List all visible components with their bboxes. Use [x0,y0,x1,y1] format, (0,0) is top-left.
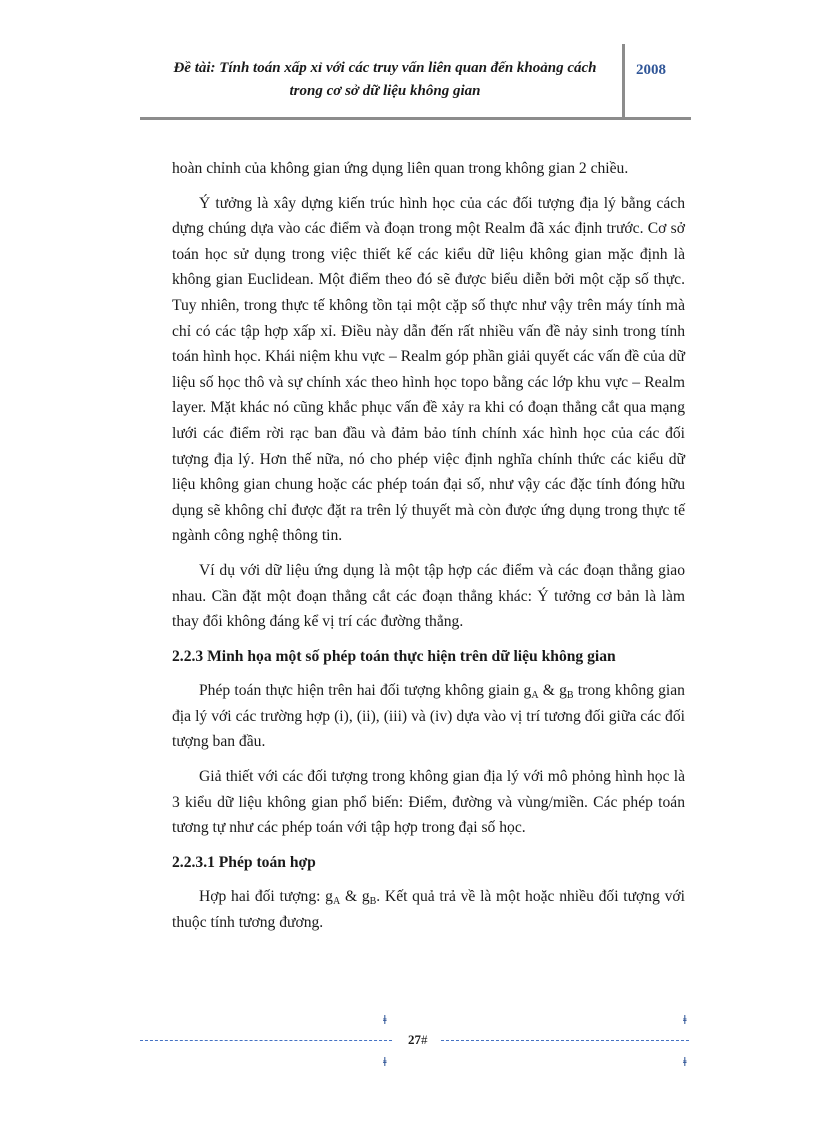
paragraph-6: Hợp hai đối tượng: $g_A$ & $g_B$. Kết quả trả về là một hoặc nhiều đối tượng với thuộc tính tương đương. [172,888,685,932]
footer-marker-top-left: ǂ [383,1012,387,1027]
footer-rule-right [441,1040,689,1041]
footer-rule-left [140,1040,392,1041]
header-title-line1: Đề tài: Tính toán xấp xỉ với các truy vấn liên quan đến khoảng cách [173,60,597,76]
footer-marker-bottom-left: ǂ [383,1054,387,1069]
paragraph-3: Ví dụ với dữ liệu ứng dụng là một tập hợp các điểm và các đoạn thẳng giao nhau. Cần đặt một đoạn thẳng cắt các đoạn thẳng khác: Ý tưởng cơ bản là làm thay đổi không đáng kể vị trí các đường thẳng. [172,561,685,631]
paragraph-2: Ý tưởng là xây dựng kiến trúc hình học của các đối tượng địa lý bằng cách dựng chúng dựa vào các điểm và đoạn trong một Realm đã xác định trước. Cơ sở toán học sử dụng trong việc thiết kế các kiểu dữ liệu không gian mặc định là không gian Euclidean. Một điểm theo đó sẽ được biểu diễn bởi một cặp số thực. Tuy nhiên, trong thực tế không tồn tại một cặp số thực như vậy trên máy tính mà chỉ có các tập hợp xấp xỉ. Điều này dẫn đến rất nhiều vấn đề nảy sinh trong tính toán hình học. Khái niệm khu vực – Realm góp phần giải quyết các vấn đề của dữ liệu số học thô và sự chính xác theo hình học topo bằng các lớp khu vực – Realm layer. Mặt khác nó cũng khắc phục vấn đề xảy ra khi có đoạn thẳng cắt qua mạng lưới các điểm rời rạc ban đầu và đảm bảo tính chính xác hình học của các đối tượng địa lý. Hơn thế nữa, nó cho phép việc định nghĩa chính thức các kiểu dữ liệu không gian chung hoặc các phép toán đại số, như vậy các đặc tính đóng hữu dụng sẽ không chỉ được đặt ra trên lý thuyết mà còn được ứng dụng trong thực tế ngành công nghệ thông tin. [172,194,685,545]
document-body [172,156,685,945]
section-heading-2-2-3: 2.2.3 Minh họa một số phép toán thực hiện trên dữ liệu không gian [172,647,616,665]
section-heading-2-2-3-1: 2.2.3.1 Phép toán hợp [172,853,316,871]
header-year: 2008 [636,62,666,78]
header-title-line2: trong cơ sở dữ liệu không gian [289,83,481,99]
footer-marker-top-right: ǂ [683,1012,687,1027]
paragraph-5: Giả thiết với các đối tượng trong không gian địa lý với mô phỏng hình học là 3 kiểu dữ liệu không gian phổ biến: Điểm, đường và vùng/miền. Các phép toán tương tự như các phép toán với tập hợp trong đại số học. [172,768,685,837]
header-rule [140,117,691,120]
header-divider [622,44,625,119]
paragraph-1: hoàn chỉnh của không gian ứng dụng liên quan trong không gian 2 chiều. [172,160,629,177]
footer-marker-bottom-right: ǂ [683,1054,687,1069]
header-title [150,57,620,103]
page-hash: # [421,1032,428,1047]
page-number: 27# [408,1032,428,1047]
paragraph-4: Phép toán thực hiện trên hai đối tượng không giain $g_A$ & $g_B$ trong không gian địa lý với các trường hợp (i), (ii), (iii) và (iv) dựa vào vị trí tương đối giữa các đối tượng ban đầu. [172,682,685,751]
